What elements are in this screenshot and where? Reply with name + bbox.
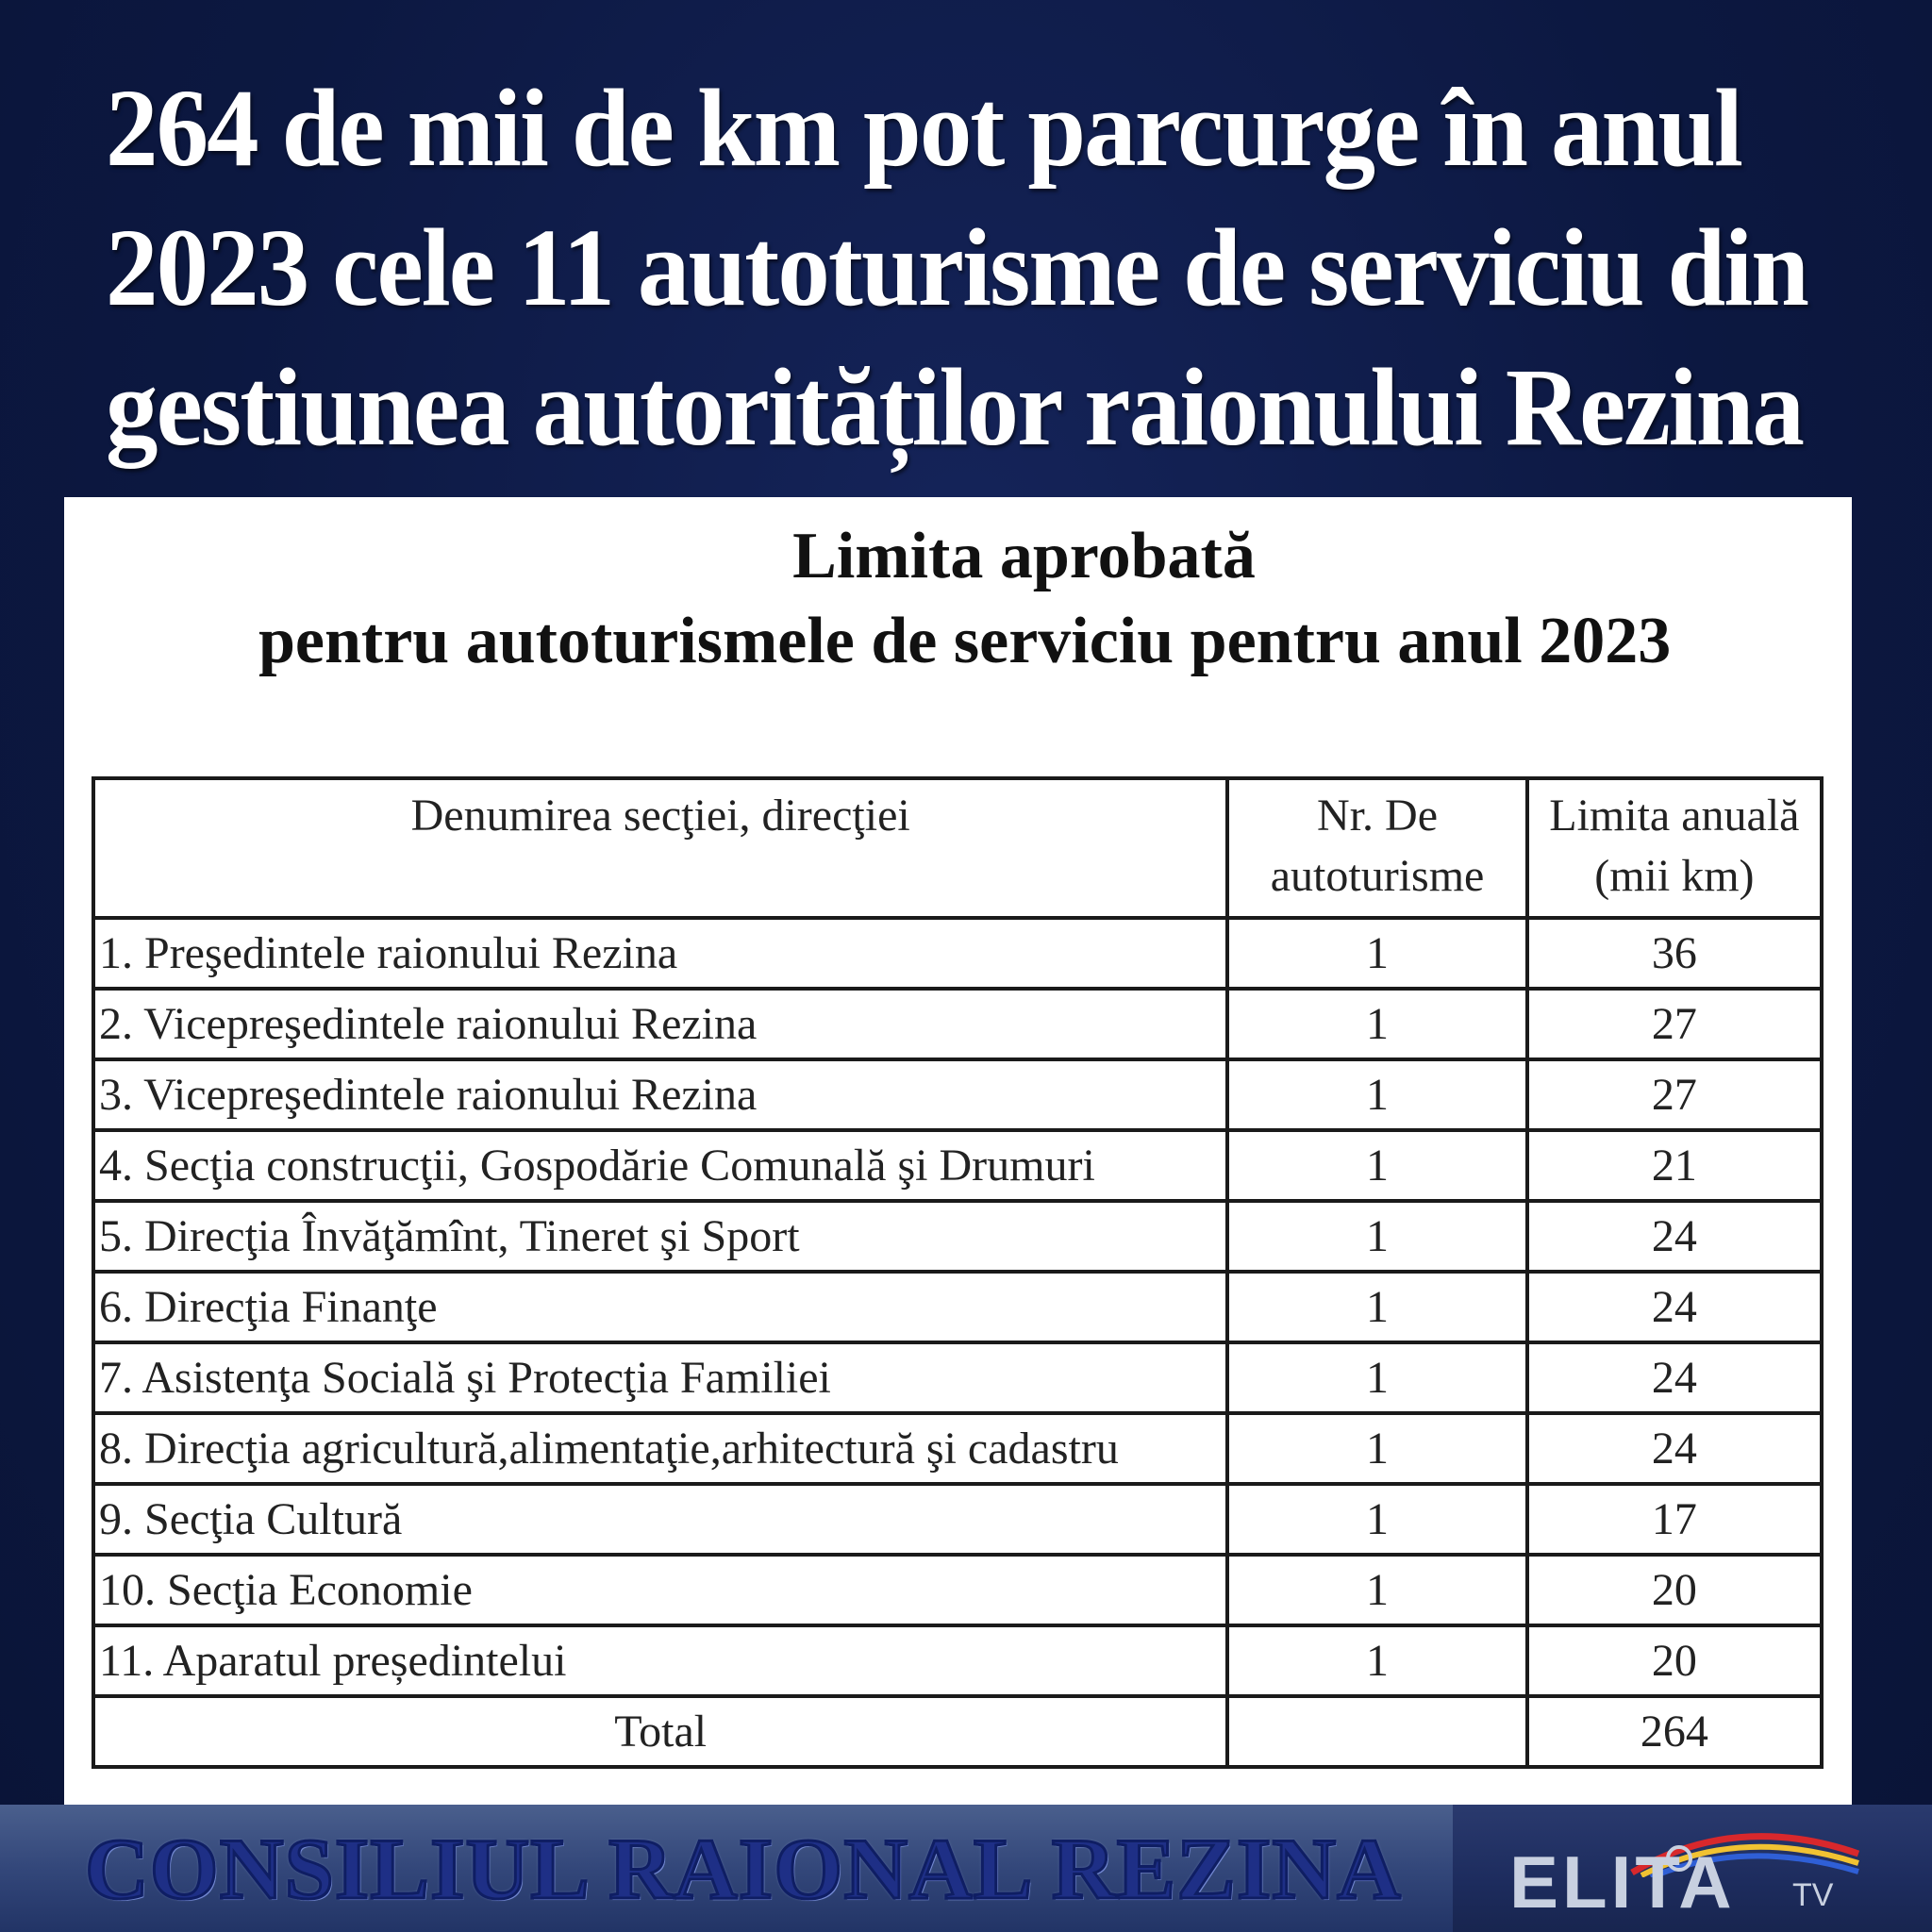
table-row [93, 1059, 1822, 1130]
row-limit: 27 [1527, 1059, 1822, 1130]
row-limit: 20 [1527, 1555, 1822, 1625]
table-header-row [93, 778, 1822, 918]
row-name: 4. Secţia construcţii, Gospodărie Comunală şi Drumuri [93, 1130, 1227, 1201]
table-row [93, 1625, 1822, 1696]
headline-line-2: 2023 cele 11 autoturisme de serviciu din [106, 206, 1808, 329]
row-limit: 27 [1527, 989, 1822, 1059]
row-nr: 1 [1227, 1625, 1526, 1696]
table-row [93, 1201, 1822, 1272]
row-nr: 1 [1227, 989, 1526, 1059]
row-nr: 1 [1227, 918, 1526, 989]
row-nr: 1 [1227, 1413, 1526, 1484]
total-limit: 264 [1527, 1696, 1822, 1767]
row-name: 11. Aparatul președintelui [93, 1625, 1227, 1696]
table-row [93, 1413, 1822, 1484]
row-name: 8. Direcţia agricultură,alimentaţie,arhitectură şi cadastru [93, 1413, 1227, 1484]
headline [106, 58, 1808, 477]
row-nr: 1 [1227, 1484, 1526, 1555]
row-nr: 1 [1227, 1130, 1526, 1201]
header-nr-line-1: Nr. De [1317, 791, 1439, 841]
table-row [93, 918, 1822, 989]
row-limit: 24 [1527, 1201, 1822, 1272]
row-nr: 1 [1227, 1555, 1526, 1625]
council-name: CONSILIUL RAIONAL REZINA [85, 1821, 1402, 1917]
header-limit [1527, 778, 1822, 918]
table-total-row [93, 1696, 1822, 1767]
logo-tv-text: TV [1792, 1877, 1834, 1913]
header-name: Denumirea secţiei, direcţiei [93, 778, 1227, 918]
row-limit: 24 [1527, 1413, 1822, 1484]
header-limit-line-1: Limita anuală [1549, 791, 1800, 841]
row-limit: 20 [1527, 1625, 1822, 1696]
row-limit: 24 [1527, 1342, 1822, 1413]
row-name: 10. Secţia Economie [93, 1555, 1227, 1625]
row-name: 3. Vicepreşedintele raionului Rezina [93, 1059, 1227, 1130]
total-label: Total [93, 1696, 1227, 1767]
row-nr: 1 [1227, 1342, 1526, 1413]
row-name: 6. Direcţia Finanţe [93, 1272, 1227, 1342]
header-limit-line-2: (mii km) [1594, 851, 1755, 901]
document-image [64, 497, 1852, 1805]
header-nr [1227, 778, 1526, 918]
row-name: 1. Preşedintele raionului Rezina [93, 918, 1227, 989]
row-nr: 1 [1227, 1059, 1526, 1130]
header-nr-line-2: autoturisme [1270, 851, 1485, 901]
table-row [93, 1272, 1822, 1342]
table-row [93, 1484, 1822, 1555]
footer-left-panel [0, 1805, 1453, 1932]
row-nr: 1 [1227, 1201, 1526, 1272]
elita-tv-logo [1509, 1821, 1868, 1924]
document-subtitle: pentru autoturismele de serviciu pentru anul 2023 [258, 605, 1672, 677]
table-row [93, 1342, 1822, 1413]
table-row [93, 1555, 1822, 1625]
headline-line-3: gestiunea autorităților raionului Rezina [106, 345, 1804, 469]
table-row [93, 1130, 1822, 1201]
row-limit: 17 [1527, 1484, 1822, 1555]
row-limit: 36 [1527, 918, 1822, 989]
logo-text: ELITA [1509, 1840, 1736, 1924]
row-name: 2. Vicepreşedintele raionului Rezina [93, 989, 1227, 1059]
row-limit: 24 [1527, 1272, 1822, 1342]
row-name: 9. Secţia Cultură [93, 1484, 1227, 1555]
headline-line-1: 264 de mii de km pot parcurge în anul [106, 66, 1742, 190]
row-name: 7. Asistenţa Socială şi Protecţia Familiei [93, 1342, 1227, 1413]
row-nr: 1 [1227, 1272, 1526, 1342]
table-row [93, 989, 1822, 1059]
document-title: Limita aprobată [792, 520, 1256, 592]
row-name: 5. Direcţia Învăţămînt, Tineret şi Sport [93, 1201, 1227, 1272]
limits-table [92, 776, 1824, 1769]
total-nr [1227, 1696, 1526, 1767]
row-limit: 21 [1527, 1130, 1822, 1201]
